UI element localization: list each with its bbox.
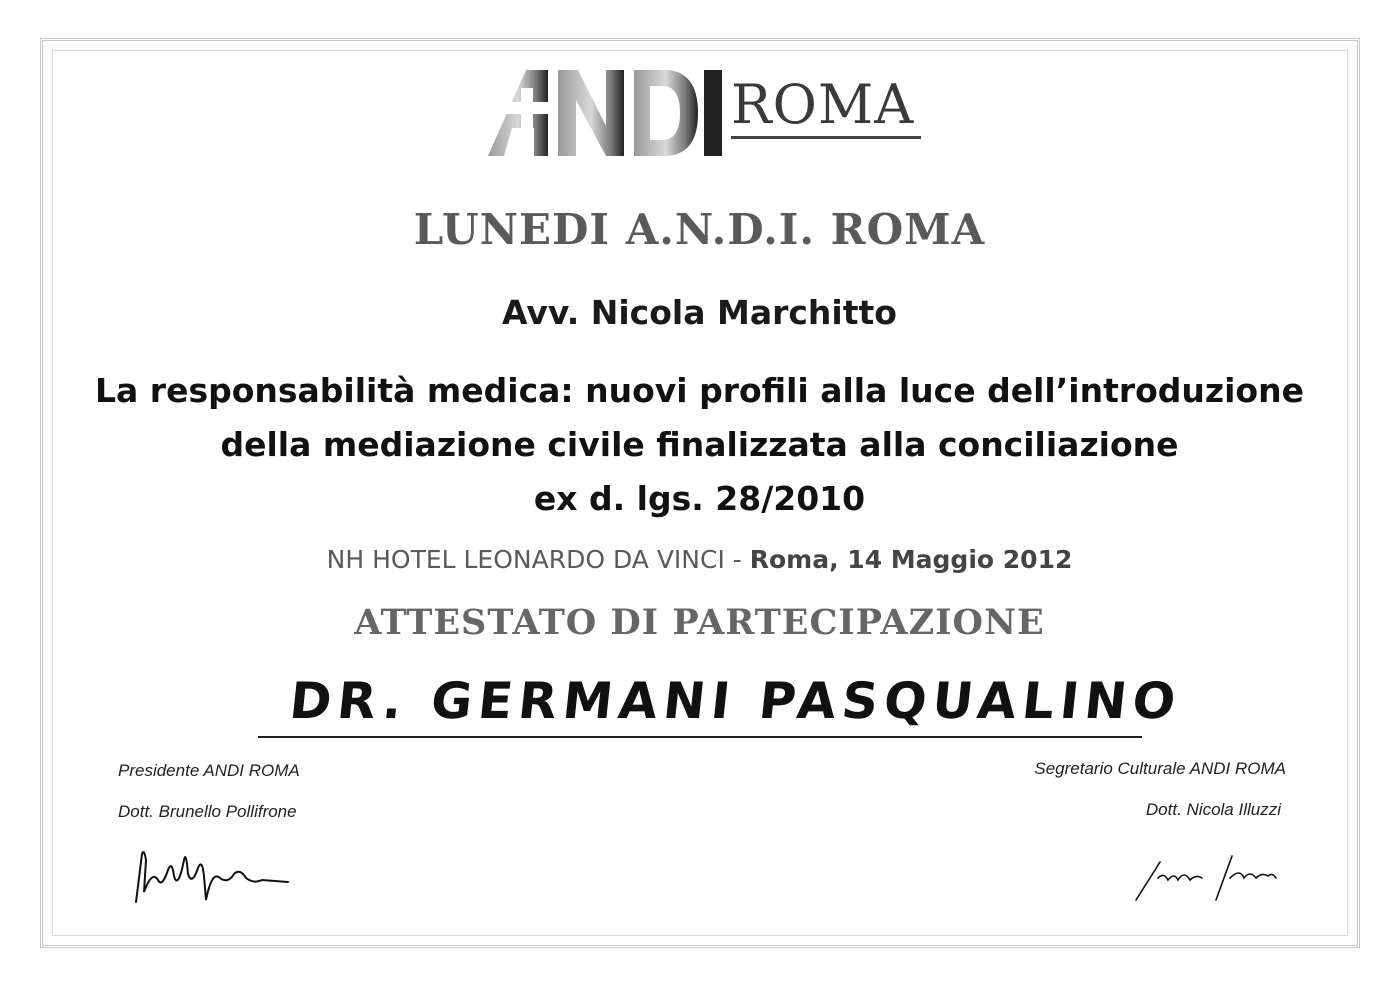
venue-city-date: Roma, 14 Maggio 2012	[749, 545, 1073, 574]
topic-line: ex d. lgs. 28/2010	[533, 479, 866, 518]
right-signatory-name: Dott. Nicola Illuzzi	[1145, 800, 1281, 819]
event-title: LUNEDI A.N.D.I. ROMA	[413, 205, 986, 254]
speaker-name: Avv. Nicola Marchitto	[502, 293, 897, 332]
participant-name-underline	[258, 736, 1142, 738]
andi-roma-logo	[486, 66, 936, 166]
left-signatory-name: Dott. Brunello Pollifrone	[118, 802, 297, 821]
lecture-topic	[0, 364, 1399, 526]
right-signatory-role: Segretario Culturale ANDI ROMA	[1034, 759, 1286, 778]
venue-place: NH HOTEL LEONARDO DA VINCI -	[326, 545, 750, 574]
venue-line	[0, 545, 1399, 574]
right-signature-icon	[1130, 848, 1290, 908]
left-signatory-role: Presidente ANDI ROMA	[118, 761, 300, 780]
andi-logo-mark-icon	[486, 66, 726, 166]
left-signature-icon	[128, 840, 298, 910]
logo-underline	[731, 136, 921, 139]
certificate-heading: ATTESTATO DI PARTECIPAZIONE	[354, 602, 1045, 643]
topic-line: La responsabilità medica: nuovi profili alla luce dell’introduzione	[95, 371, 1304, 410]
topic-line: della mediazione civile finalizzata alla conciliazione	[220, 425, 1179, 464]
logo-roma-text: ROMA	[731, 73, 915, 136]
participant-name: DR. GERMANI PASQUALINO	[286, 672, 1185, 730]
